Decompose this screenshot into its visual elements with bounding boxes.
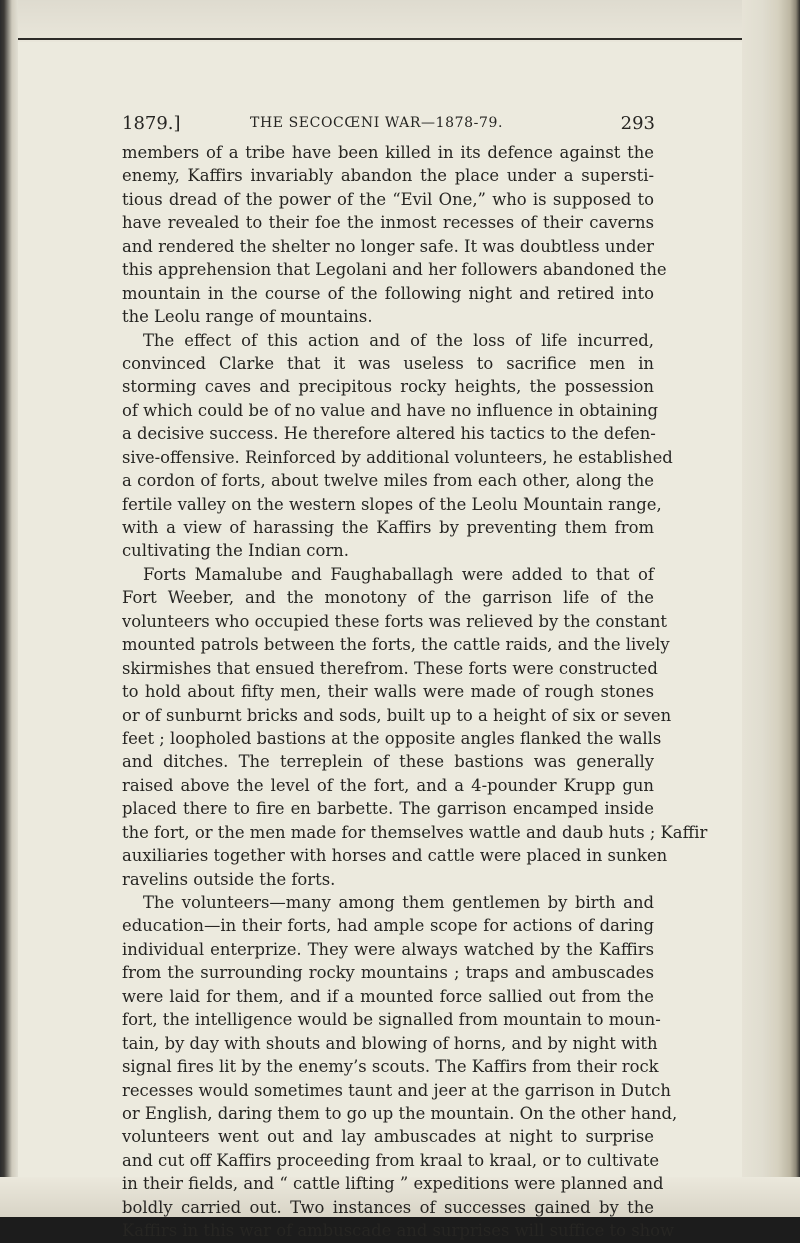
- text-line: convinced Clarke that it was useless to sacrifice men in: [122, 353, 654, 373]
- text-line: and ditches. The terreplein of these bastions was generally: [122, 752, 654, 772]
- text-line: enemy, Kaffirs invariably abandon the place under a supersti-: [122, 166, 654, 186]
- text-line: to hold about fifty men, their walls were made of rough stones: [122, 682, 654, 702]
- text-line: the fort, or the men made for themselves wattle and daub huts ; Kaffir: [122, 822, 708, 842]
- text-line: members of a tribe have been killed in its defence against the: [122, 143, 654, 162]
- text-line: of which could be of no value and have no influence in obtaining: [122, 400, 659, 420]
- text-line: auxiliaries together with horses and cattle were placed in sunken: [122, 846, 668, 866]
- text-line: storming caves and precipitous rocky heights, the possession: [122, 377, 654, 397]
- text-line: Forts Mamalube and Faughaballagh were added to that of: [143, 564, 654, 584]
- page-number: 293: [620, 113, 655, 134]
- text-line: or English, daring them to go up the mountain. On the other hand,: [122, 1103, 678, 1123]
- text-line: raised above the level of the fort, and a 4-pounder Krupp gun: [122, 775, 654, 795]
- text-line: volunteers who occupied these forts was relieved by the constant: [122, 611, 667, 631]
- text-line: The effect of this action and of the loss of life incurred,: [143, 330, 654, 350]
- running-head-year: 1879.]: [122, 113, 181, 134]
- text-line: tain, by day with shouts and blowing of horns, and by night with: [122, 1033, 658, 1053]
- text-line: have revealed to their foe the inmost recesses of their caverns: [122, 213, 654, 233]
- text-line: and cut off Kaffirs proceeding from kraal to kraal, or to cultivate: [122, 1150, 660, 1170]
- text-line: boldly carried out. Two instances of successes gained by the: [122, 1197, 654, 1217]
- running-head-title: THE SECOCŒNI WAR—1878-79.: [250, 115, 504, 131]
- text-line: a decisive success. He therefore altered his tactics to the defen-: [122, 424, 656, 444]
- text-line: placed there to fire en barbette. The garrison encamped inside: [122, 799, 654, 819]
- text-line: education—in their forts, had ample scope for actions of daring: [122, 916, 654, 936]
- body-text: [122, 141, 708, 1243]
- text-line: from the surrounding rocky mountains ; traps and ambuscades: [122, 963, 654, 983]
- text-line: Fort Weeber, and the monotony of the garrison life of the: [122, 588, 654, 608]
- text-line: ravelins outside the forts.: [122, 869, 336, 889]
- text-line: feet ; loopholed bastions at the opposite angles flanked the walls: [122, 728, 662, 748]
- text-line: fertile valley on the western slopes of the Leolu Mountain range,: [122, 494, 662, 514]
- text-line: tious dread of the power of the “Evil One,” who is supposed to: [122, 189, 654, 209]
- text-line: volunteers went out and lay ambuscades at night to surprise: [122, 1127, 654, 1147]
- text-line: this apprehension that Legolani and her followers abandoned the: [122, 260, 667, 280]
- text-line: The volunteers—many among them gentlemen by birth and: [143, 893, 654, 912]
- text-line: signal fires lit by the enemy’s scouts. The Kaffirs from their rock: [122, 1057, 659, 1077]
- text-line: and rendered the shelter no longer safe. It was doubtless under: [122, 236, 654, 256]
- text-line: Kaffirs in this war of ambuscade and surprises will suffice to show: [122, 1221, 675, 1241]
- text-line: mounted patrols between the forts, the cattle raids, and the lively: [122, 635, 670, 655]
- text-line: skirmishes that ensued therefrom. These forts were constructed: [122, 658, 658, 678]
- text-line: the Leolu range of mountains.: [122, 307, 373, 327]
- text-line: recesses would sometimes taunt and jeer at the garrison in Dutch: [122, 1080, 671, 1100]
- text-line: were laid for them, and if a mounted force sallied out from the: [122, 986, 654, 1006]
- text-line: with a view of harassing the Kaffirs by preventing them from: [122, 518, 654, 537]
- text-line: or of sunburnt bricks and sods, built up to a height of six or seven: [122, 705, 672, 725]
- text-line: individual enterprize. They were always watched by the Kaffirs: [122, 939, 654, 959]
- text-line: fort, the intelligence would be signalled from mountain to moun-: [122, 1010, 661, 1030]
- text-line: sive-offensive. Reinforced by additional volunteers, he established: [122, 447, 673, 467]
- text-line: mountain in the course of the following night and retired into: [122, 283, 654, 303]
- text-line: a cordon of forts, about twelve miles from each other, along the: [122, 471, 654, 491]
- text-line: cultivating the Indian corn.: [122, 541, 349, 561]
- text-line: in their fields, and “ cattle lifting ” expeditions were planned and: [122, 1174, 664, 1194]
- running-head: [122, 113, 655, 141]
